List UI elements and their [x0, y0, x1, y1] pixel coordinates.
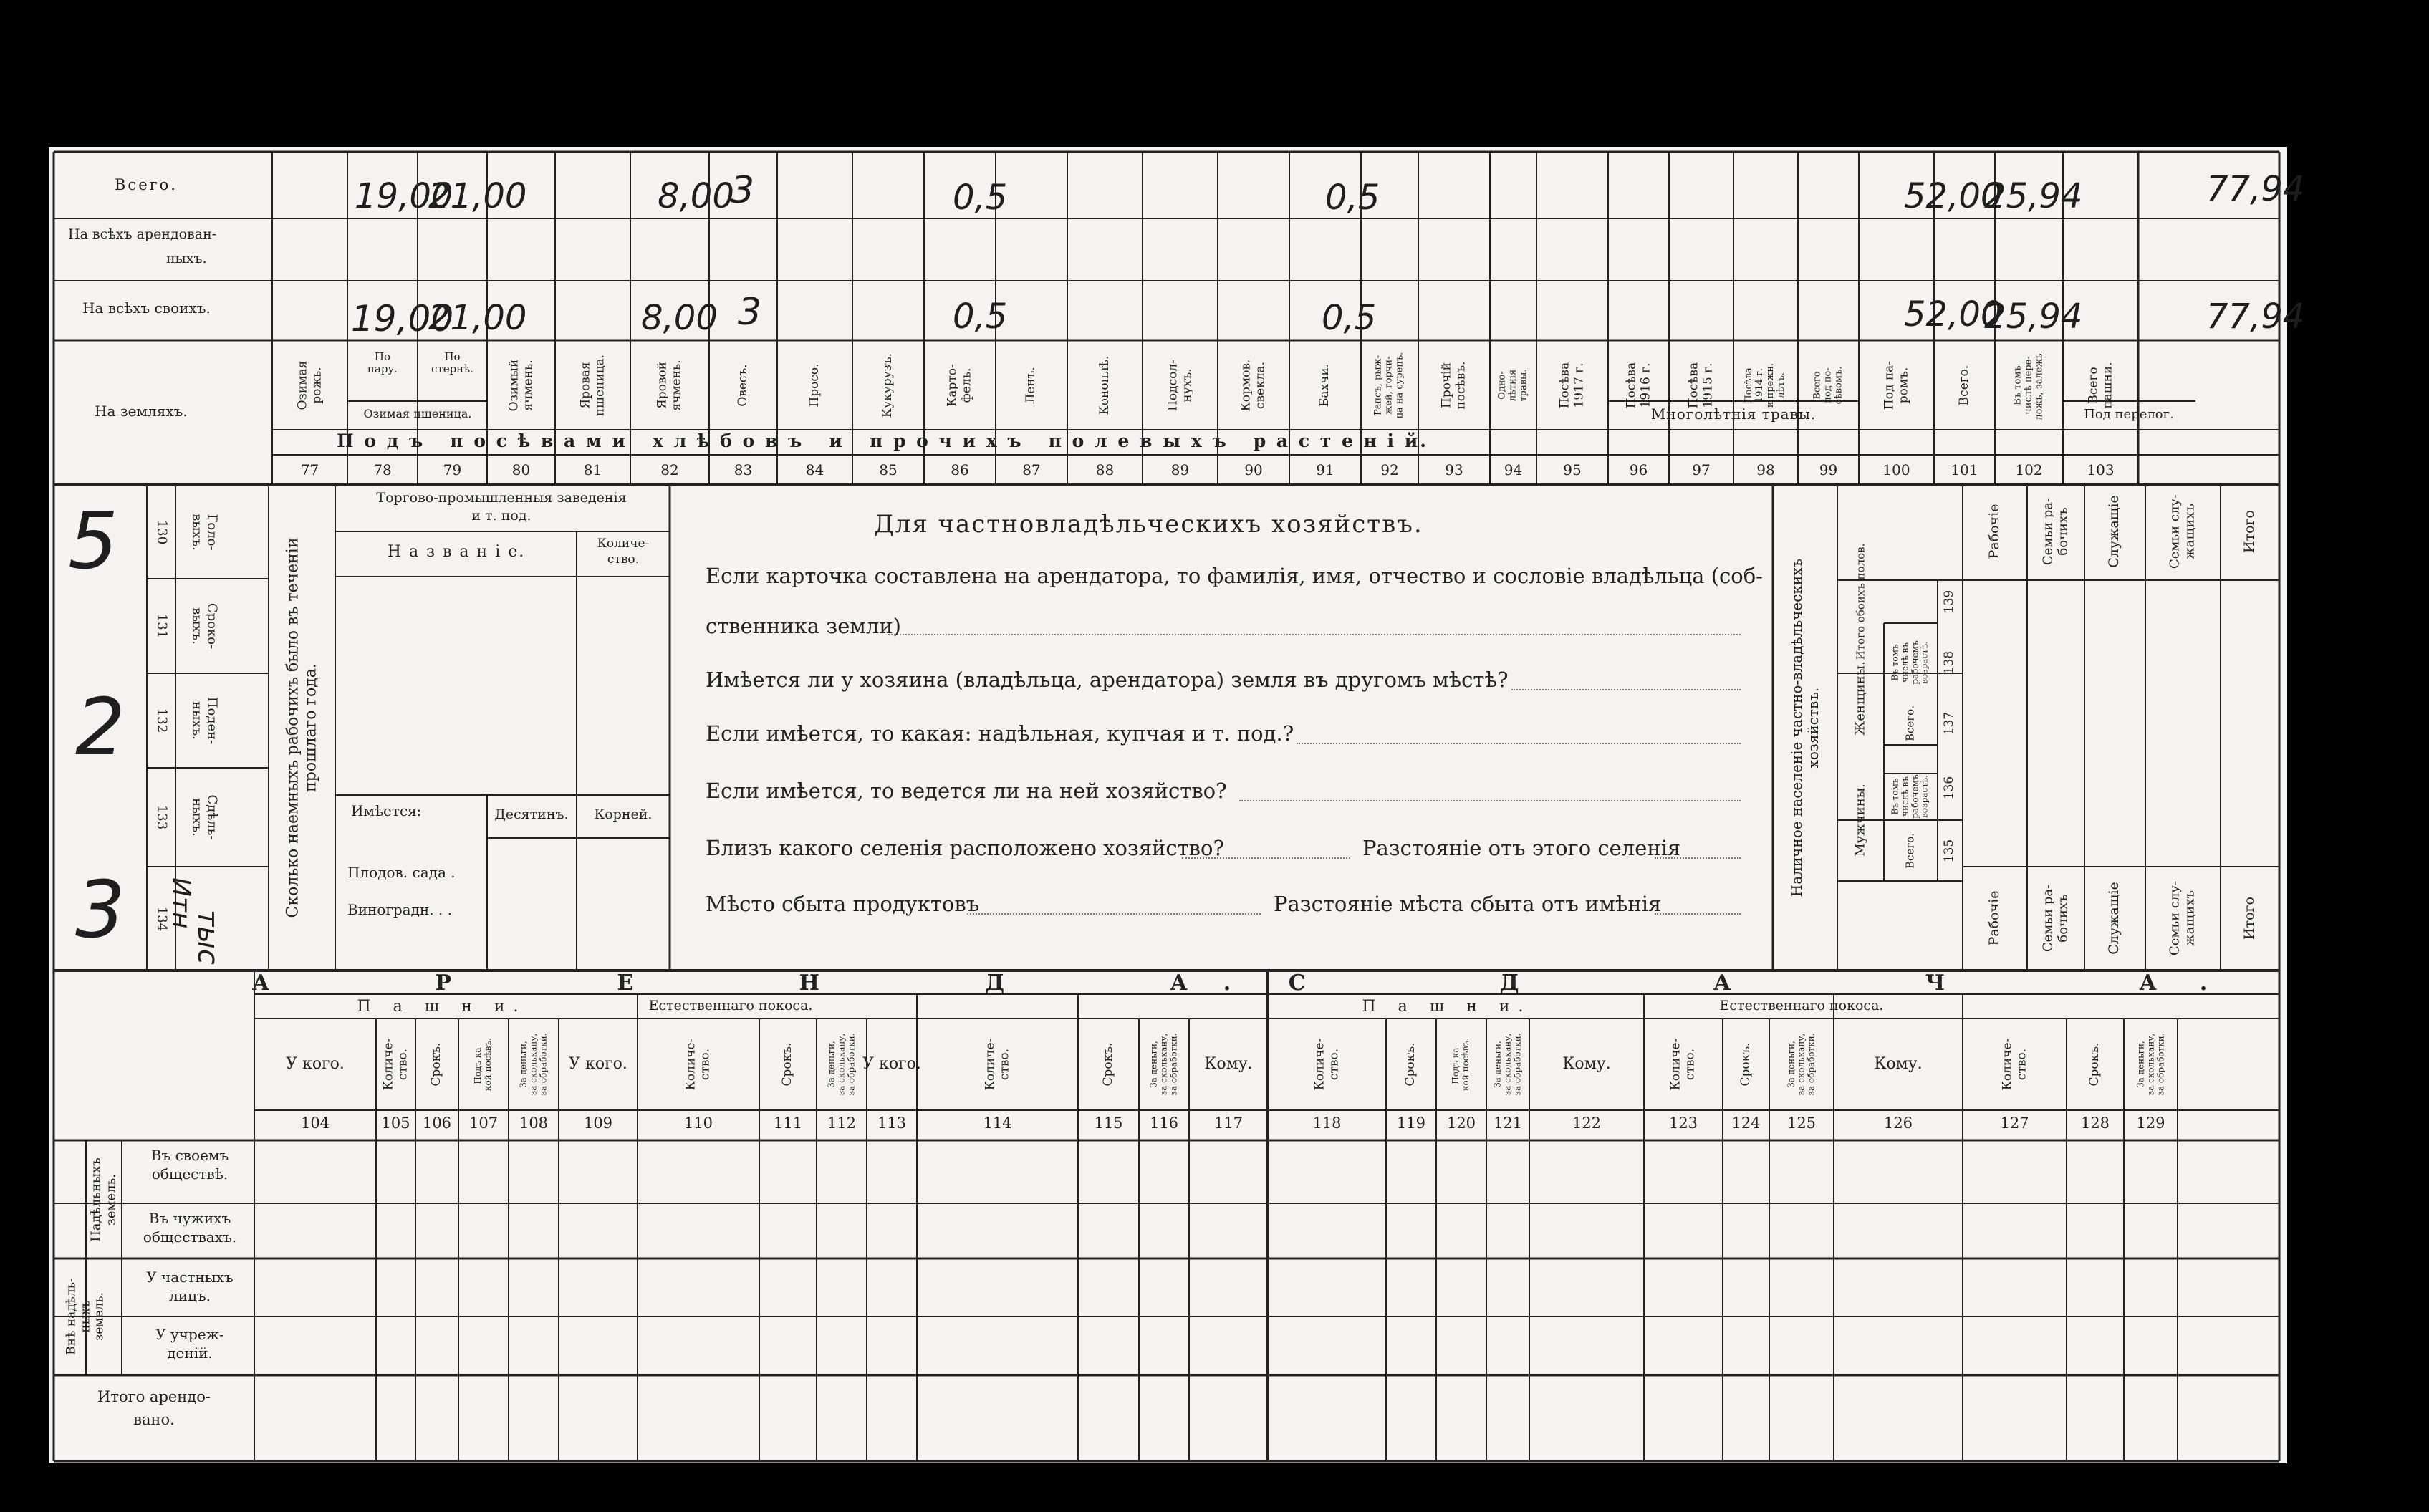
col-num-83: 83	[733, 461, 753, 478]
worker-col-num-132: 132	[154, 708, 170, 733]
bottom-col-header-109: У кого.	[569, 1055, 627, 1073]
private-farms-title: Для частновладѣльческихъ хозяйствъ.	[874, 510, 1423, 539]
question-farming: Если имѣется, то ведется ли на ней хозяйство?	[706, 779, 1227, 803]
bottom-col-num-110: 110	[683, 1114, 713, 1132]
bottom-col-num-121: 121	[1493, 1114, 1523, 1132]
worker-col-num-130: 130	[154, 519, 170, 544]
hw-svoih-86: 0,5	[953, 297, 1008, 337]
answer-line-market[interactable]	[967, 913, 1261, 915]
bottom-col-num-108: 108	[519, 1114, 549, 1132]
sdacha-pokos-header: Естественнаго покоса.	[1719, 998, 1884, 1013]
worker-col-num-131: 131	[154, 613, 170, 639]
question-village: Близъ какого селенія расположено хозяйство?	[706, 836, 1225, 860]
hw-svoih-100: 25,94	[1984, 297, 2083, 337]
bottom-col-num-120: 120	[1446, 1114, 1476, 1132]
bottom-col-num-124: 124	[1731, 1114, 1761, 1132]
korney-header: Корней.	[594, 806, 653, 822]
bottom-col-header-121: За деньги, за сколькану, за обработки.	[1492, 1033, 1522, 1096]
vinograd-label: Виноградн. . .	[347, 901, 453, 918]
hw-vsego-91: 0,5	[1325, 178, 1380, 218]
col-label-88: Коноплѣ.	[1097, 355, 1112, 415]
answer-line-village[interactable]	[1182, 857, 1350, 859]
bottom-col-header-126: Кому.	[1874, 1055, 1923, 1073]
col-num-80: 80	[511, 461, 531, 478]
worker-col-label-132: Поден- ныхъ.	[190, 696, 220, 745]
bottom-col-num-125: 125	[1786, 1114, 1817, 1132]
bottom-col-header-127: Количе- ство.	[1999, 1038, 2029, 1091]
mnogolet-group-label: Многолѣтнія травы.	[1650, 405, 1817, 423]
col-label-101: Всего.	[1956, 365, 1971, 405]
col-label-97: Посѣва 1915 г.	[1686, 362, 1715, 408]
bottom-col-header-111: Срокъ.	[780, 1042, 795, 1087]
trade-title: Торгово-промышленныя заведенія и т. под.	[376, 490, 627, 524]
hw-mid-2: 2	[75, 681, 125, 773]
worker-col-label-130: Голо- выхъ.	[190, 513, 220, 551]
hw-vsego-79: 21,00	[428, 176, 527, 216]
ozimaya-group-label: Озимая пшеница.	[363, 407, 472, 420]
bottom-col-num-129: 129	[2136, 1114, 2165, 1132]
bottom-col-header-117: Кому.	[1204, 1055, 1253, 1073]
sdacha-title: С Д А Ч А.	[1288, 971, 2251, 996]
employees-bottom: Служащіе	[2106, 882, 2122, 955]
row-other-society: Въ чужихъ обществахъ.	[143, 1210, 237, 1246]
hw-vsego-100: 25,94	[1984, 176, 2083, 216]
bottom-col-header-112: За деньги, за сколькану, за обработки.	[826, 1033, 856, 1096]
hw-mid-5: 5	[68, 495, 118, 587]
hw-vsego-83: 3	[731, 169, 755, 212]
col-label-89: Подсол- нухъ.	[1165, 359, 1194, 411]
bottom-col-num-119: 119	[1396, 1114, 1426, 1132]
bottom-col-num-128: 128	[2080, 1114, 2110, 1132]
col-num-92: 92	[1380, 461, 1399, 478]
bottom-col-num-126: 126	[1883, 1114, 1913, 1132]
bottom-col-header-116: За деньги, за сколькану, за обработки.	[1148, 1033, 1178, 1096]
bottom-col-header-108: За деньги, за сколькану, за обработки.	[518, 1033, 548, 1096]
col-num-90: 90	[1244, 461, 1263, 478]
desyatin-header: Десятинъ.	[494, 806, 569, 822]
row-label-arend-2: ныхъ.	[166, 251, 207, 266]
bottom-col-num-117: 117	[1213, 1114, 1244, 1132]
question-village-distance: Разстояніе отъ этого селенія	[1362, 836, 1681, 860]
col-label-91: Бахчи.	[1317, 363, 1332, 407]
col-num-101: 101	[1951, 461, 1978, 478]
col-label-94: Одно- лѣтнія травы.	[1496, 368, 1529, 402]
bottom-col-num-107: 107	[468, 1114, 499, 1132]
col-label-85: Кукурузъ.	[880, 352, 895, 418]
col-label-79: По стернѣ.	[431, 350, 473, 376]
workers-bottom: Рабочіе	[1986, 890, 2003, 946]
bottom-col-num-104: 104	[300, 1114, 330, 1132]
employees-top: Служащіе	[2106, 495, 2122, 568]
workers-families-top: Семьи ра- бочихъ	[2040, 497, 2070, 566]
plod-sada-label: Плодов. сада .	[347, 864, 456, 881]
col-num-88: 88	[1095, 461, 1115, 478]
col-num-99: 99	[1819, 461, 1838, 478]
hw-svoih-79: 21,00	[428, 298, 527, 338]
nadelnyh-label: Надѣльныхъ земель.	[88, 1157, 118, 1242]
col-num-102: 102	[2015, 461, 2043, 478]
col-label-87: Ленъ.	[1024, 366, 1039, 404]
col-label-90: Кормов. свекла.	[1238, 359, 1267, 411]
arenda-title: А Р Е Н Д А.	[251, 971, 1267, 996]
num-135: 135	[1942, 839, 1957, 863]
col-label-78: По пару.	[367, 350, 398, 376]
hw-svoih-83: 3	[738, 291, 762, 334]
col-num-87: 87	[1022, 461, 1041, 478]
bottom-col-num-109: 109	[583, 1114, 613, 1132]
hired-workers-label: Сколько наемныхъ рабочихъ было въ теченіи прошлаго года.	[284, 537, 320, 918]
bottom-col-header-113: У кого.	[862, 1055, 921, 1073]
worker-col-label-131: Сроко- выхъ.	[190, 602, 220, 650]
answer-line-owner[interactable]	[888, 634, 1741, 635]
trade-count-header: Количе- ство.	[597, 536, 650, 567]
col-num-82: 82	[660, 461, 679, 478]
question-market: Мѣсто сбыта продуктовъ	[706, 892, 980, 916]
bottom-col-header-129: За деньги, за сколькану, за обработки.	[2135, 1033, 2165, 1096]
bottom-col-num-123: 123	[1668, 1114, 1698, 1132]
bottom-col-header-128: Срокъ.	[2087, 1042, 2102, 1087]
workers-families-bottom: Семьи ра- бочихъ	[2040, 884, 2070, 953]
col-label-95: Посѣва 1917 г.	[1557, 362, 1586, 408]
trade-name-header: Н а з в а н і е.	[387, 543, 526, 561]
col-label-102: Въ томъ числѣ пере- ложь, залежь.	[2012, 350, 2044, 420]
bottom-col-header-105: Количе- ство.	[380, 1038, 410, 1091]
col-label-80: Озимый ячмень.	[506, 359, 535, 411]
col-num-78: 78	[373, 461, 392, 478]
col-label-82: Яровой ячмень.	[655, 359, 683, 411]
col-num-94: 94	[1504, 461, 1523, 478]
row-label-arend-1: На всѣхъ арендован-	[68, 226, 217, 242]
col-label-100: Под па- ромъ.	[1881, 360, 1910, 410]
bottom-col-num-114: 114	[983, 1114, 1012, 1132]
col-num-84: 84	[805, 461, 824, 478]
muzhchiny-label: Мужчины.	[1852, 784, 1868, 857]
answer-line-farming[interactable]	[1239, 800, 1741, 801]
bottom-col-num-118: 118	[1312, 1114, 1342, 1132]
sowing-band-title: П о д ъ п о с ѣ в а м и х л ѣ б о в ъ и п р о ч и х ъ п о л е в ы х ъ р а с т е н і й.	[337, 430, 1429, 451]
bottom-col-header-118: Количе- ство.	[1312, 1038, 1341, 1091]
col-num-103: 103	[2087, 461, 2115, 478]
has-label: Имѣется:	[351, 802, 422, 819]
num-136: 136	[1942, 776, 1957, 800]
perelog-group-label: Под перелог.	[2084, 407, 2174, 422]
hw-mid-3: 3	[75, 864, 125, 955]
arenda-pashni-header: П а ш н и.	[357, 998, 527, 1016]
bottom-col-header-110: Количе- ство.	[683, 1038, 712, 1091]
col-label-98: Посѣва 1914 г. и прежн. лѣтъ.	[1743, 362, 1786, 408]
hw-mid-134b: Итн	[166, 877, 196, 929]
bottom-col-num-106: 106	[422, 1114, 452, 1132]
hw-svoih-78: 19,00	[351, 298, 454, 340]
num-138: 138	[1942, 650, 1957, 675]
col-label-93: Прочій посѣвъ.	[1439, 360, 1468, 410]
question-land-kind: Если имѣется, то какая: надѣльная, купчая и т. под.?	[706, 721, 1294, 746]
hw-vsego-82: 8,00	[658, 176, 734, 216]
worker-col-label-133: Сдѣль- ныхъ.	[190, 794, 220, 840]
vne-nadelnyh-label: Внѣ надѣль- ныхъ земель.	[64, 1278, 107, 1355]
col-num-100: 100	[1882, 461, 1910, 478]
row-label-na-zemlyah: На земляхъ.	[95, 403, 188, 420]
worker-col-num-134: 134	[154, 906, 170, 931]
answer-line-other-land[interactable]	[1511, 689, 1741, 690]
bottom-col-num-112: 112	[827, 1114, 857, 1132]
question-other-land: Имѣется ли у хозяина (владѣльца, арендатора) земля въ другомъ мѣстѣ?	[706, 668, 1509, 692]
col-label-92: Рапсъ, рыж- жей, горчи- ца на сурепъ.	[1372, 352, 1405, 418]
bottom-col-header-114: Количе- ство.	[982, 1038, 1011, 1091]
bottom-col-header-124: Срокъ.	[1738, 1042, 1753, 1087]
zhenshchiny-label: Женщины.	[1852, 661, 1868, 736]
answer-line-land-kind[interactable]	[1297, 743, 1741, 744]
question-owner-2: ственника земли)	[706, 614, 901, 638]
hw-vsego-103: 77,94	[2206, 169, 2305, 209]
col-label-99: Всего под по- сѣвомъ.	[1812, 366, 1844, 404]
bottom-col-num-122: 122	[1572, 1114, 1602, 1132]
bottom-col-num-115: 115	[1094, 1114, 1123, 1132]
row-itogo-arendovano: Итого арендо- вано.	[97, 1388, 211, 1428]
row-institutions: У учреж- деній.	[155, 1326, 224, 1362]
col-num-89: 89	[1170, 461, 1190, 478]
col-num-96: 96	[1629, 461, 1648, 478]
hw-svoih-82: 8,00	[641, 298, 718, 338]
question-market-distance: Разстояніе мѣста сбыта отъ имѣнія	[1274, 892, 1662, 916]
sdacha-pashni-header: П а ш н и.	[1362, 998, 1532, 1016]
bottom-col-num-113: 113	[877, 1114, 907, 1132]
col-num-95: 95	[1563, 461, 1582, 478]
employees-families-top: Семьи слу- жащихъ	[2167, 493, 2197, 569]
itogo-top: Итого	[2241, 510, 2258, 553]
col-label-86: Карто- фель.	[945, 363, 973, 407]
row-private-persons: У частныхъ лицъ.	[146, 1268, 234, 1304]
col-label-83: Овесъ.	[735, 363, 750, 407]
hw-vsego-86: 0,5	[953, 178, 1008, 218]
row-label-vsego: Всего.	[115, 176, 178, 193]
col-label-96: Посѣва 1916 г.	[1623, 362, 1653, 408]
num-137: 137	[1942, 711, 1957, 736]
hw-svoih-91: 0,5	[1322, 298, 1377, 338]
col-num-98: 98	[1756, 461, 1775, 478]
col-label-103: Всего пашни.	[2085, 361, 2115, 409]
col-num-86: 86	[951, 461, 969, 478]
bottom-col-num-127: 127	[2000, 1114, 2029, 1132]
population-label: Наличное населеніе частно-владѣльческихъ хозяйствъ.	[1788, 558, 1822, 897]
worker-col-num-133: 133	[154, 804, 170, 830]
question-owner-1: Если карточка составлена на арендатора, то фамилія, имя, отчество и сословіе владѣльца (соб-	[706, 564, 1763, 588]
workers-top: Рабочіе	[1986, 504, 2003, 559]
women-total-label: Всего.	[1903, 706, 1917, 741]
answer-line-village-distance[interactable]	[1655, 857, 1741, 859]
bottom-col-num-111: 111	[773, 1114, 803, 1132]
bottom-col-header-106: Срокъ.	[429, 1042, 444, 1087]
hw-svoih-99: 52,00	[1904, 294, 2003, 334]
hw-vsego-78: 19,00	[355, 176, 453, 216]
men-total-label: Всего.	[1903, 833, 1917, 869]
women-working-label: Въ томъ числѣ въ рабочемъ возрастѣ.	[1890, 640, 1930, 685]
col-num-79: 79	[443, 461, 462, 478]
hw-svoih-103: 77,94	[2206, 297, 2305, 337]
bottom-col-header-123: Количе- ство.	[1668, 1038, 1697, 1091]
row-own-society: Въ своемъ обществѣ.	[150, 1147, 229, 1183]
num-139: 139	[1942, 589, 1957, 614]
col-num-77: 77	[300, 461, 319, 478]
col-label-84: Просо.	[807, 362, 822, 408]
employees-families-bottom: Семьи слу- жащихъ	[2167, 880, 2197, 956]
arenda-pokos-1-header: Естественнаго покоса.	[648, 998, 813, 1013]
col-num-81: 81	[583, 461, 602, 478]
answer-line-market-distance[interactable]	[1655, 913, 1741, 915]
col-num-85: 85	[879, 461, 898, 478]
itogo-obeih-label: Итого обоихъ полов.	[1854, 543, 1867, 660]
bottom-col-num-116: 116	[1149, 1114, 1179, 1132]
bottom-col-header-104: У кого.	[286, 1055, 345, 1073]
itogo-bottom: Итого	[2241, 897, 2258, 940]
col-num-97: 97	[1692, 461, 1711, 478]
col-num-91: 91	[1316, 461, 1334, 478]
men-working-label: Въ томъ числѣ въ рабочемъ возрастѣ.	[1890, 774, 1930, 819]
col-num-93: 93	[1445, 461, 1463, 478]
bottom-col-header-120: Подъ ка- кой посѣвъ.	[1451, 1038, 1471, 1091]
bottom-col-header-115: Срокъ.	[1100, 1042, 1115, 1087]
col-label-81: Яровая пшеница.	[577, 354, 607, 416]
bottom-col-header-125: За деньги, за сколькану, за обработки.	[1786, 1033, 1816, 1096]
hw-mid-134a: тыс	[191, 910, 224, 965]
bottom-col-num-105: 105	[381, 1114, 410, 1132]
bottom-col-header-122: Кому.	[1562, 1055, 1611, 1073]
hw-vsego-99: 52,00	[1904, 176, 2003, 216]
col-label-77: Озимая рожь.	[294, 360, 324, 410]
bottom-col-header-107: Подъ ка- кой посѣвъ.	[473, 1038, 493, 1091]
bottom-col-header-119: Срокъ.	[1403, 1042, 1418, 1087]
row-label-svoih: На всѣхъ своихъ.	[82, 299, 211, 317]
